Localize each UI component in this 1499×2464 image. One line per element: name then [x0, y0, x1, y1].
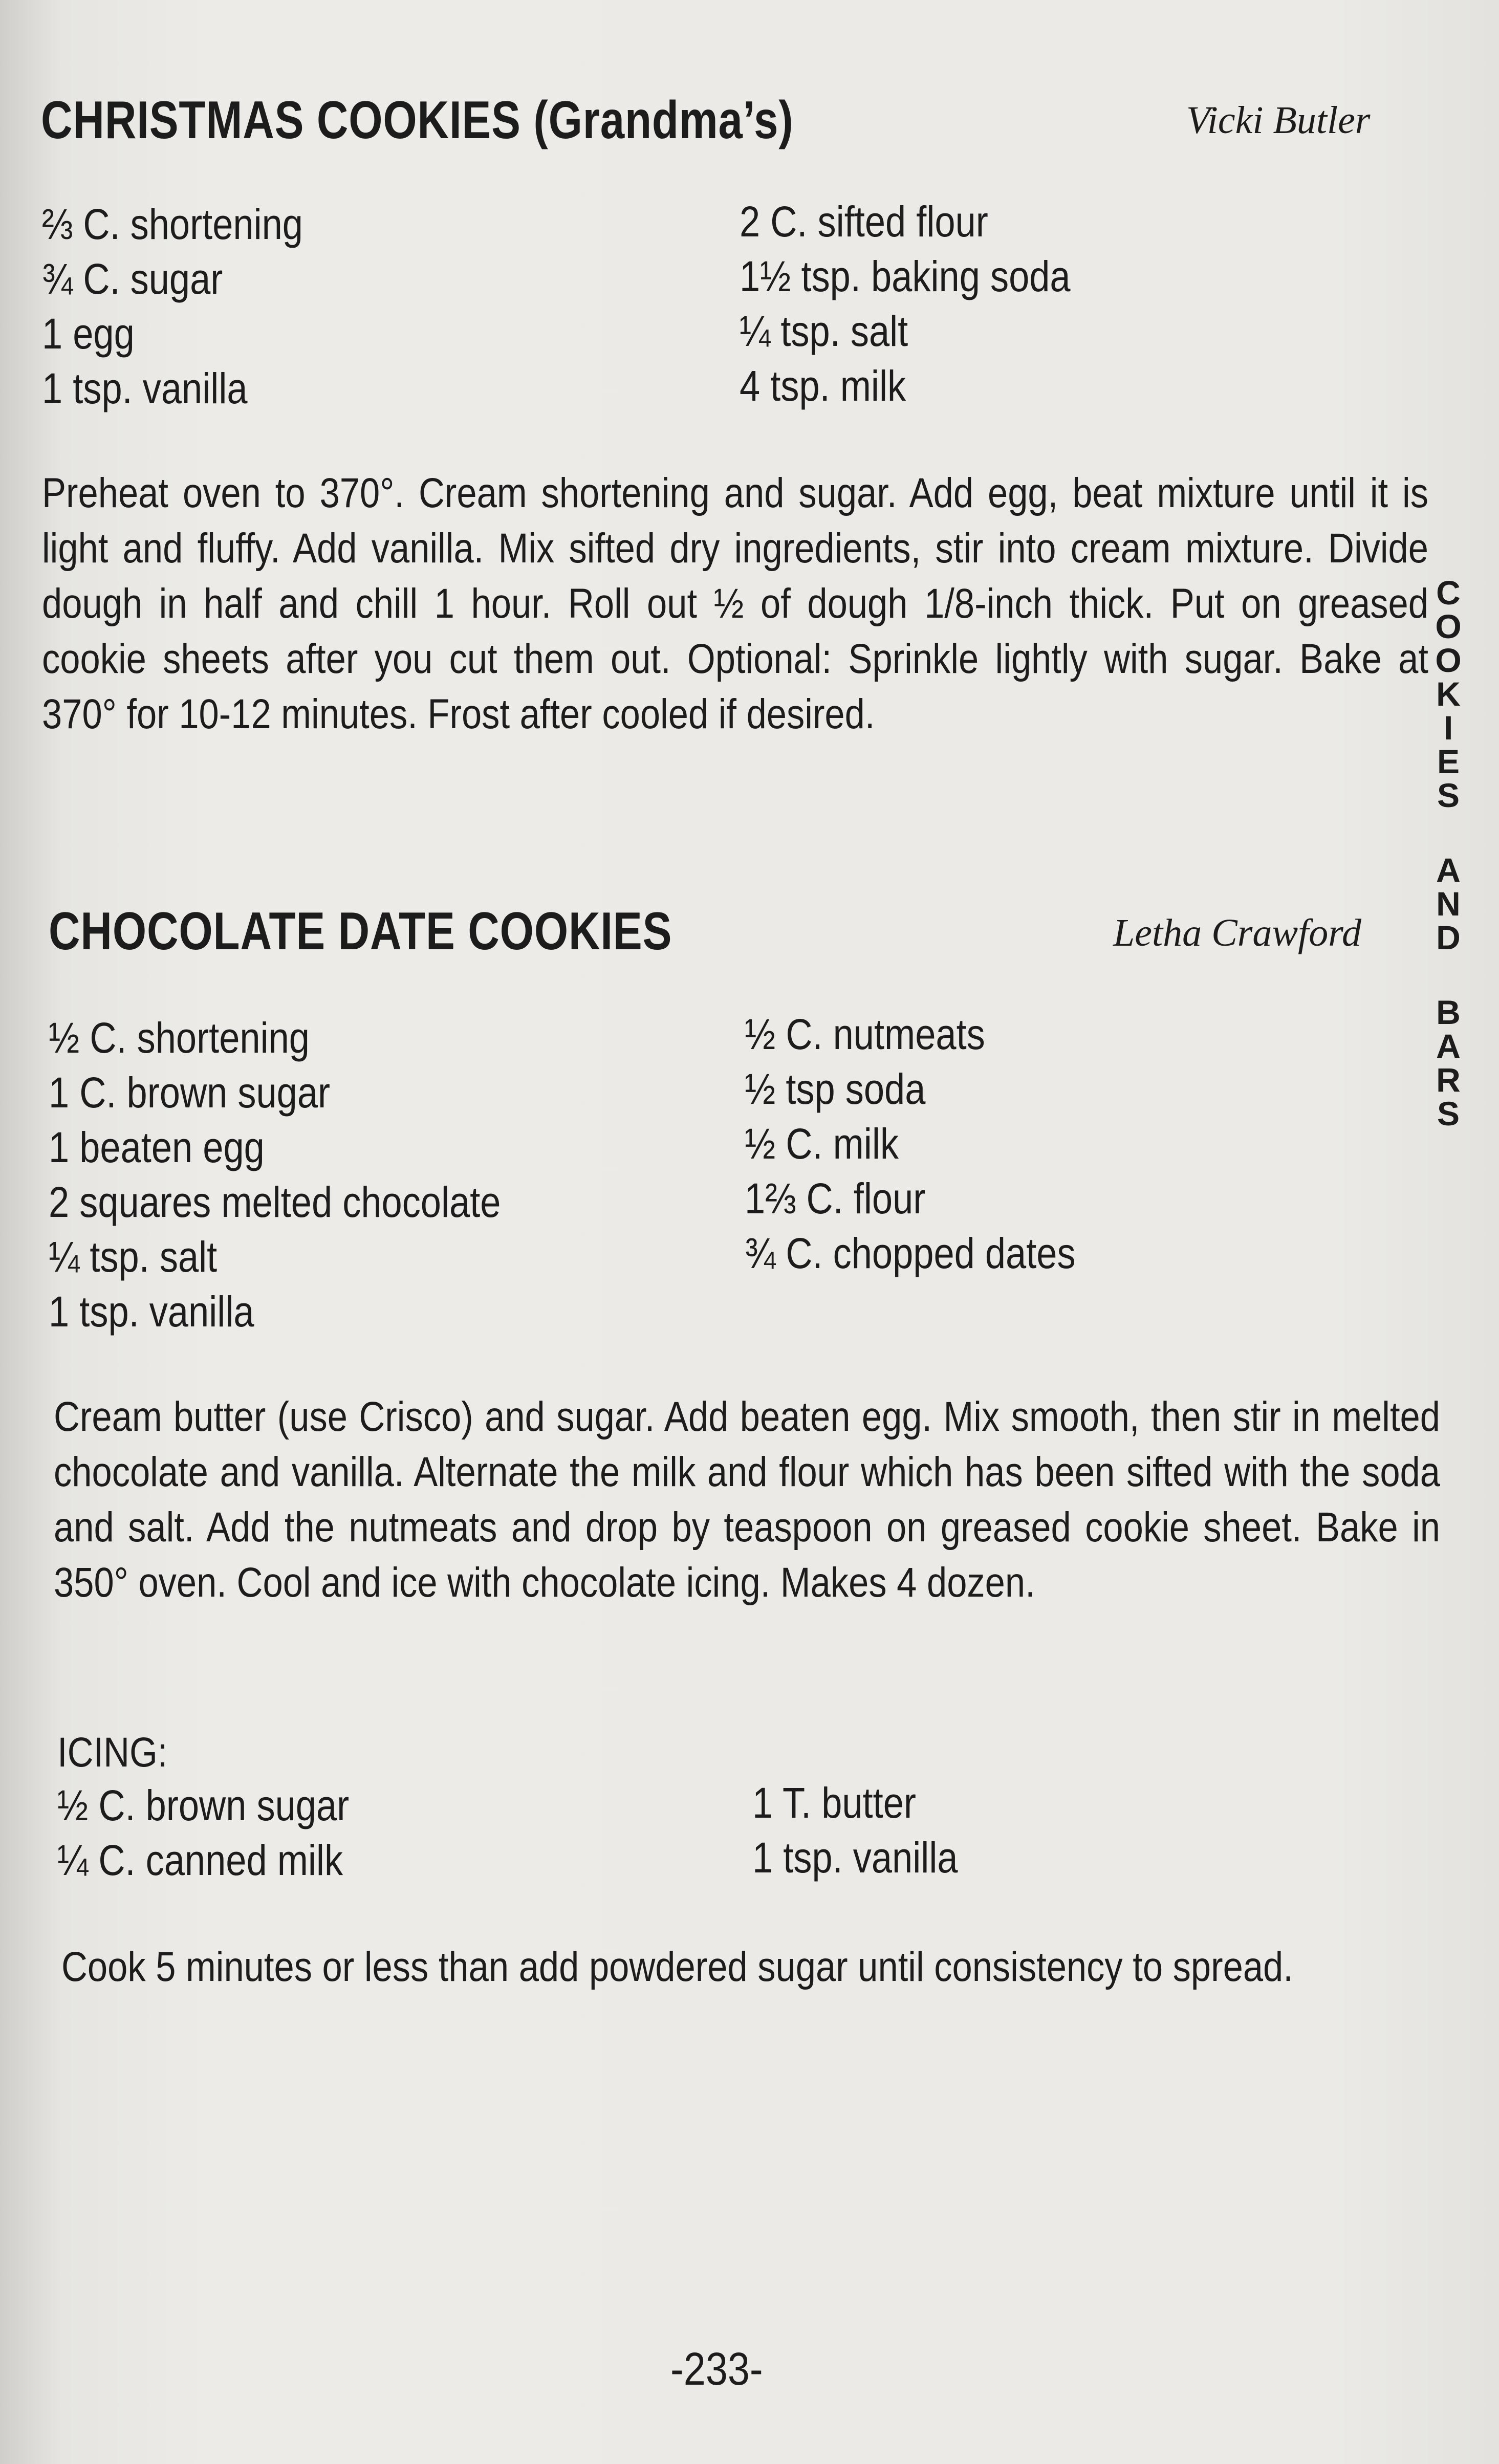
tab-letter: A	[1436, 851, 1461, 889]
ingredients-left	[49, 1011, 574, 1339]
tab-letter: B	[1436, 993, 1461, 1031]
ingredient: 1 tsp. vanilla	[42, 364, 248, 412]
ingredient: ½ C. milk	[745, 1120, 899, 1168]
ingredient: 1 C. brown sugar	[49, 1069, 331, 1117]
recipe-directions: Preheat oven to 370°. Cream shortening and sugar. Add egg, beat mixture until it is light and fluffy. Add vanilla. Mix sifted dry ingredients, stir into cream mixture. Divide dough in half and chill 1 hour. Roll out ½ of dough 1/8-inch thick. Put on greased cookie sheets after you cut them out. Optional: Sprinkle lightly with sugar. Bake at 370° for 10-12 minutes. Frost after cooled if desired.	[42, 470, 1428, 737]
tab-letter: N	[1436, 885, 1461, 923]
tab-letter: C	[1436, 574, 1461, 612]
tab-letter: S	[1437, 776, 1460, 814]
ingredient: 2 C. sifted flour	[740, 198, 988, 246]
section-tab	[1428, 576, 1469, 1130]
ingredient: ⅔ C. shortening	[42, 200, 303, 248]
tab-letter: K	[1436, 675, 1461, 713]
ingredients-left	[42, 197, 345, 416]
recipe-title: CHOCOLATE DATE COOKIES	[49, 902, 672, 961]
recipe-author: Vicki Butler	[1186, 99, 1371, 142]
ingredient: 1½ tsp. baking soda	[740, 252, 1071, 300]
tab-letter: R	[1436, 1061, 1461, 1099]
page-number: -233-	[670, 2344, 763, 2395]
ingredient: 4 tsp. milk	[740, 362, 906, 410]
icing-ingredients-right	[752, 1776, 991, 1885]
icing-ingredients-left	[57, 1778, 397, 1888]
recipe-author: Letha Crawford	[1113, 911, 1361, 954]
ingredient: ¾ C. sugar	[42, 255, 223, 303]
ingredient: ¼ C. canned milk	[57, 1836, 343, 1884]
ingredient: ½ C. nutmeats	[745, 1010, 985, 1058]
ingredient: 1 egg	[42, 310, 135, 358]
ingredient: ¾ C. chopped dates	[745, 1229, 1076, 1277]
tab-letter: O	[1435, 607, 1462, 645]
tab-letter: O	[1435, 641, 1462, 679]
ingredient: 1 beaten egg	[49, 1123, 265, 1171]
ingredient: ½ tsp soda	[745, 1065, 926, 1113]
icing-heading: ICING:	[57, 1729, 168, 1776]
ingredient: ¼ tsp. salt	[740, 307, 908, 355]
ingredients-right	[740, 194, 1124, 413]
tab-letter: A	[1436, 1027, 1461, 1065]
ingredient: 1 T. butter	[752, 1779, 916, 1827]
recipe-title: CHRISTMAS COOKIES (Grandma’s)	[41, 91, 794, 150]
recipe-directions: Cream butter (use Crisco) and sugar. Add beaten egg. Mix smooth, then stir in melted chocolate and vanilla. Alternate the milk and flour which has been sifted with the soda and salt. Add the nutmeats and drop by teaspoon on greased cookie sheet. Bake in 350° oven. Cool and ice with chocolate icing. Makes 4 dozen.	[54, 1393, 1440, 1606]
icing-directions: Cook 5 minutes or less than add powdered sugar until consistency to spread.	[61, 1944, 1293, 1990]
ingredient: 1 tsp. vanilla	[49, 1288, 254, 1336]
ingredient: 1⅔ C. flour	[745, 1174, 926, 1223]
ingredient: ½ C. brown sugar	[57, 1781, 350, 1829]
ingredients-right	[745, 1007, 1129, 1281]
tab-letter: S	[1437, 1095, 1460, 1132]
tab-letter: I	[1443, 709, 1453, 747]
ingredient: ½ C. shortening	[49, 1014, 310, 1062]
ingredient: ¼ tsp. salt	[49, 1233, 218, 1281]
ingredient: 1 tsp. vanilla	[752, 1834, 958, 1882]
tab-letter: D	[1436, 919, 1461, 956]
tab-letter: E	[1437, 743, 1460, 780]
ingredient: 2 squares melted chocolate	[49, 1178, 501, 1226]
